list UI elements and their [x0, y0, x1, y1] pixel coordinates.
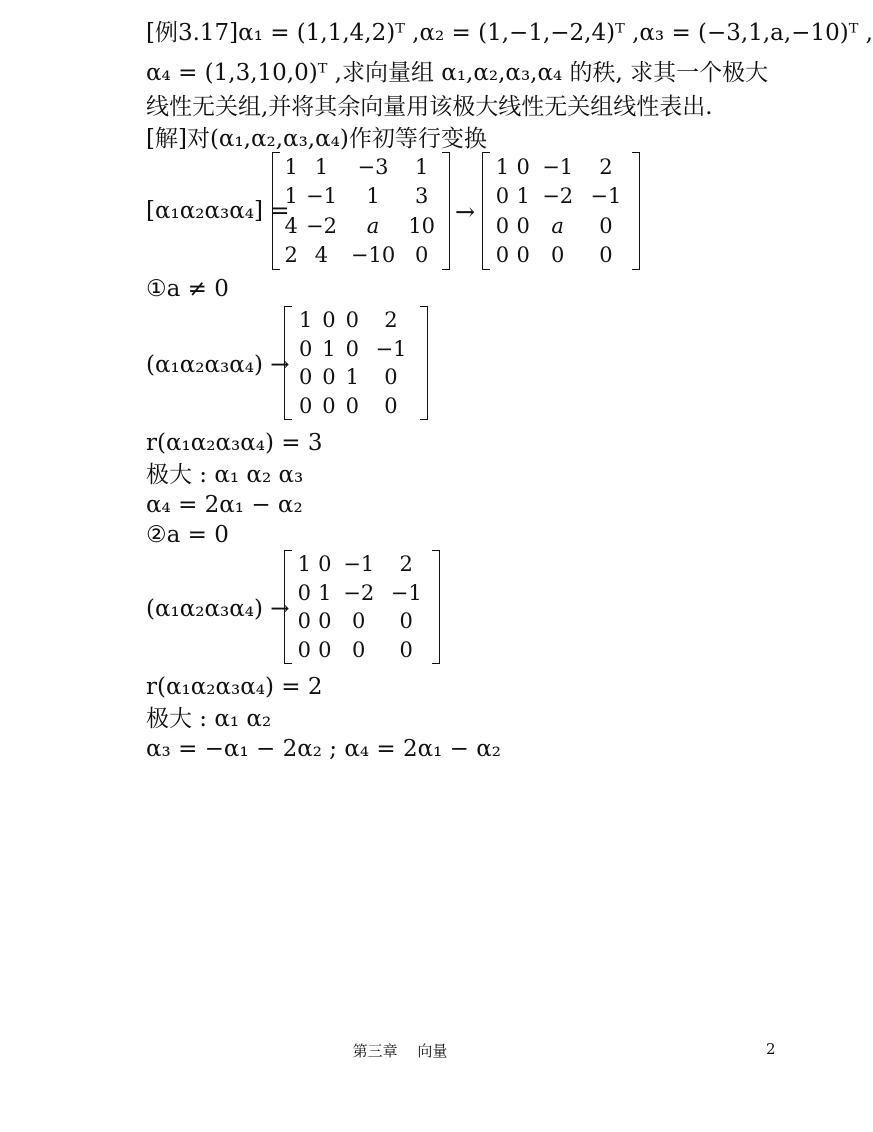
- transform-lhs: [α₁α₂α₃α₄] =: [146, 198, 290, 224]
- matrix-cell: 1: [516, 184, 530, 209]
- matrix-cell: 1: [495, 154, 510, 179]
- matrix-cell: 1: [284, 154, 298, 179]
- matrix-cell: 0: [297, 609, 311, 634]
- matrix-cell: 3: [415, 184, 429, 209]
- matrix-cell: 1: [314, 154, 329, 179]
- matrix-cell: 1: [284, 184, 298, 209]
- case2-basis: 极大 : α₁ α₂: [146, 706, 272, 732]
- matrix-row: [294, 607, 430, 636]
- matrix-cell: 0: [352, 637, 366, 662]
- solution-intro: [解]对(α₁,α₂,α₃,α₄)作初等行变换: [146, 126, 487, 152]
- matrix-cell: a: [366, 213, 380, 238]
- matrix-row: [492, 241, 630, 271]
- footer-chapter: 第三章 向量: [352, 1042, 448, 1060]
- matrix-cell: 0: [399, 609, 413, 634]
- case1-expression: α₄ = 2α₁ − α₂: [146, 492, 303, 518]
- matrix-cell: 4: [314, 243, 329, 268]
- matrix-cell: −2: [306, 213, 337, 238]
- matrix-cell: 0: [298, 393, 313, 418]
- matrix-row: [492, 211, 630, 241]
- problem-line-3: 线性无关组,并将其余向量用该极大线性无关组线性表出.: [146, 94, 713, 120]
- matrix-cell: a: [551, 213, 564, 238]
- matrix-cell: 0: [318, 552, 332, 577]
- matrix-cell: −1: [390, 580, 422, 605]
- matrix-cell: 1: [366, 184, 380, 209]
- matrix-cell: 0: [297, 580, 311, 605]
- matrix-cell: 0: [318, 609, 332, 634]
- matrix-row: [294, 579, 430, 608]
- matrix-cell: 0: [516, 154, 530, 179]
- page-number: 2: [766, 1040, 776, 1058]
- matrix-row: [282, 241, 440, 271]
- case2-rank: r(α₁α₂α₃α₄) = 2: [146, 674, 323, 700]
- matrix-row: [492, 182, 630, 212]
- matrix-cell: 0: [384, 365, 398, 390]
- matrix-cell: 0: [318, 637, 332, 662]
- matrix-cell: 0: [599, 213, 613, 238]
- matrix-row: [294, 335, 418, 364]
- matrix-cell: 2: [399, 552, 413, 577]
- problem-line-2: α₄ = (1,3,10,0)ᵀ ,求向量组 α₁,α₂,α₃,α₄ 的秩, 求其一个极大: [146, 60, 769, 86]
- matrix-cell: −1: [375, 336, 407, 361]
- case2-lhs: (α₁α₂α₃α₄) →: [146, 596, 290, 622]
- matrix-echelon: [482, 152, 640, 270]
- matrix-case2: [284, 550, 440, 664]
- matrix-cell: 1: [415, 154, 429, 179]
- matrix-cell: 0: [495, 213, 510, 238]
- matrix-cell: −1: [542, 154, 574, 179]
- matrix-cell: 0: [322, 393, 336, 418]
- matrix-cell: 1: [322, 336, 336, 361]
- matrix-cell: 1: [318, 580, 332, 605]
- matrix-row: [294, 550, 430, 579]
- arrow-icon: →: [455, 198, 476, 226]
- matrix-cell: 1: [298, 308, 313, 333]
- matrix-row: [282, 182, 440, 212]
- matrix-cell: −3: [357, 154, 389, 179]
- problem-line-1: [例3.17]α₁ = (1,1,4,2)ᵀ ,α₂ = (1,−1,−2,4)ᵀ ,α₃ = (−3,1,a,−10)ᵀ ,: [146, 20, 873, 46]
- matrix-cell: 0: [345, 393, 359, 418]
- matrix-cell: 0: [298, 365, 313, 390]
- matrix-cell: 0: [384, 393, 398, 418]
- matrix-row: [492, 152, 630, 182]
- matrix-cell: 10: [408, 213, 436, 238]
- matrix-cell: −1: [306, 184, 337, 209]
- matrix-cell: 0: [599, 243, 613, 268]
- matrix-cell: 4: [284, 213, 298, 238]
- matrix-cell: 2: [284, 243, 298, 268]
- matrix-cell: 2: [384, 308, 398, 333]
- matrix-cell: 0: [551, 243, 565, 268]
- matrix-case1: [284, 306, 428, 420]
- matrix-cell: 1: [297, 552, 311, 577]
- matrix-cell: −1: [590, 184, 622, 209]
- matrix-cell: −1: [343, 552, 375, 577]
- matrix-cell: 0: [298, 336, 313, 361]
- case1-basis: 极大 : α₁ α₂ α₃: [146, 462, 304, 488]
- matrix-cell: 2: [599, 154, 613, 179]
- matrix-cell: 0: [297, 637, 311, 662]
- matrix-row: [294, 392, 418, 421]
- case1-rank: r(α₁α₂α₃α₄) = 3: [146, 430, 323, 456]
- matrix-cell: 0: [399, 637, 413, 662]
- matrix-row: [294, 636, 430, 665]
- matrix-cell: 0: [495, 243, 510, 268]
- matrix-row: [282, 211, 440, 241]
- matrix-original: [272, 152, 450, 270]
- case1-lhs: (α₁α₂α₃α₄) →: [146, 352, 290, 378]
- matrix-cell: 0: [322, 365, 336, 390]
- matrix-cell: 0: [352, 609, 366, 634]
- matrix-row: [282, 152, 440, 182]
- matrix-cell: −2: [542, 184, 574, 209]
- matrix-row: [294, 306, 418, 335]
- case2-expression: α₃ = −α₁ − 2α₂ ; α₄ = 2α₁ − α₂: [146, 736, 501, 762]
- matrix-cell: 0: [516, 243, 530, 268]
- matrix-cell: 0: [495, 184, 510, 209]
- matrix-cell: −10: [350, 243, 396, 268]
- matrix-cell: 1: [345, 365, 359, 390]
- case2-label: ②a = 0: [146, 522, 229, 548]
- matrix-cell: 0: [345, 308, 359, 333]
- matrix-cell: −2: [343, 580, 375, 605]
- matrix-cell: 0: [415, 243, 429, 268]
- matrix-cell: 0: [345, 336, 359, 361]
- case1-label: ①a ≠ 0: [146, 276, 229, 302]
- matrix-row: [294, 363, 418, 392]
- matrix-cell: 0: [516, 213, 530, 238]
- matrix-cell: 0: [322, 308, 336, 333]
